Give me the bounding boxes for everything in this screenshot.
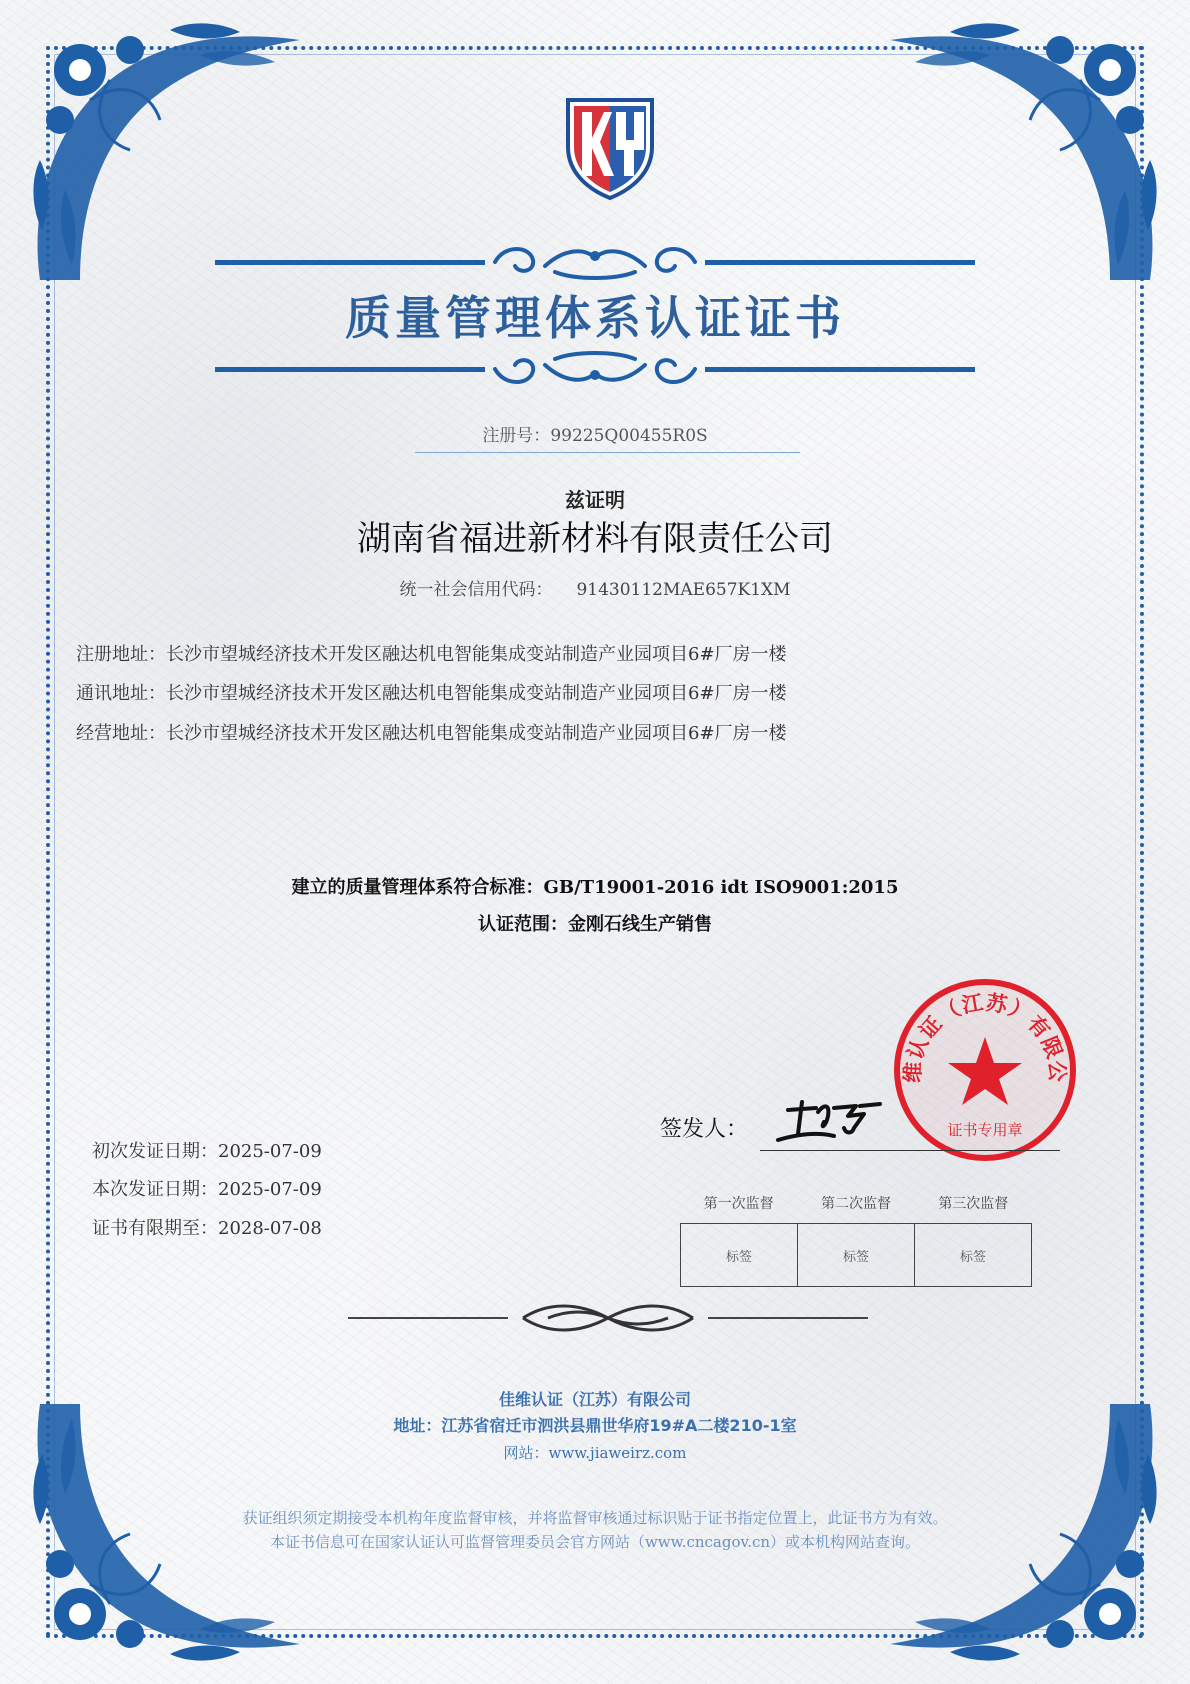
address-value: 长沙市望城经济技术开发区融达机电智能集成变站制造产业园项目6#厂房一楼 <box>166 644 787 665</box>
supervision-table <box>680 1193 1032 1287</box>
supervision-cell-2: 标签 <box>798 1224 915 1286</box>
validity-notice: 获证组织须定期接受本机构年度监督审核，并将监督审核通过标识贴于证书指定位置上，此证书方为有效。 <box>242 1509 948 1527</box>
handwritten-signature <box>768 1082 898 1152</box>
supervision-header-2: 第二次监督 <box>820 1196 891 1212</box>
official-seal <box>890 975 1080 1165</box>
mailing-address <box>76 679 787 705</box>
seal-ring-text: 维认证（江苏）有限公 <box>899 989 1071 1084</box>
seal-bottom-text: 证书专用章 <box>947 1121 1023 1139</box>
date-label: 证书有限期至： <box>92 1218 218 1239</box>
date-value: 2028-07-08 <box>218 1218 322 1239</box>
title-ornament-bottom <box>215 345 975 395</box>
credit-code <box>0 575 1190 600</box>
hereby-certify: 兹证明 <box>565 488 625 512</box>
address-label: 注册地址： <box>76 644 166 665</box>
date-label: 本次发证日期： <box>92 1179 218 1200</box>
organization-name: 佳维认证（江苏）有限公司 <box>498 1390 691 1409</box>
date-value: 2025-07-09 <box>218 1141 322 1162</box>
credit-code-value: 91430112MAE657K1XM <box>576 580 791 600</box>
certification-scope: 认证范围：金刚石线生产销售 <box>478 914 712 935</box>
organization-website: 网站：www.jiaweirz.com <box>503 1444 687 1462</box>
supervision-cell-1: 标签 <box>681 1224 798 1286</box>
registration-label: 注册号： <box>482 426 551 446</box>
supervision-header-3: 第三次监督 <box>938 1196 1009 1212</box>
address-label: 通讯地址： <box>76 683 166 704</box>
address-value: 长沙市望城经济技术开发区融达机电智能集成变站制造产业园项目6#厂房一楼 <box>166 683 787 704</box>
business-address <box>76 719 787 745</box>
date-value: 2025-07-09 <box>218 1179 322 1200</box>
title-ornament-top <box>215 236 975 286</box>
organization-address: 地址：江苏省宿迁市泗洪县鼎世华府19#A二楼210-1室 <box>393 1416 797 1435</box>
supervision-cell-3: 标签 <box>959 1249 986 1265</box>
registration-underline <box>415 452 800 453</box>
supervision-header-1: 第一次监督 <box>703 1196 774 1212</box>
company-name: 湖南省福进新材料有限责任公司 <box>357 519 833 559</box>
registration-value: 99225Q00455R0S <box>550 426 708 446</box>
expiry-date <box>92 1214 322 1240</box>
address-value: 长沙市望城经济技术开发区融达机电智能集成变站制造产业园项目6#厂房一楼 <box>166 723 787 744</box>
signature-line <box>760 1150 1060 1151</box>
verification-notice: 本证书信息可在国家认证认可监督管理委员会官方网站（www.cncagov.cn）或本机构网站查询。 <box>269 1533 921 1551</box>
first-issue-date <box>92 1137 322 1163</box>
date-label: 初次发证日期： <box>92 1141 218 1162</box>
registration-number <box>0 421 1190 446</box>
supervision-cells <box>680 1223 1032 1287</box>
current-issue-date <box>92 1175 322 1201</box>
certification-body-logo <box>560 92 660 202</box>
issuer-label: 签发人： <box>660 1117 749 1142</box>
credit-code-label: 统一社会信用代码： <box>399 580 553 600</box>
conformity-standard: 建立的质量管理体系符合标准：GB/T19001-2016 idt ISO9001:2015 <box>291 877 899 898</box>
supervision-headers <box>680 1193 1032 1213</box>
address-label: 经营地址： <box>76 723 166 744</box>
registered-address <box>76 640 787 666</box>
footer-ornament <box>348 1300 868 1336</box>
certificate-title: 质量管理体系认证证书 <box>345 291 845 345</box>
